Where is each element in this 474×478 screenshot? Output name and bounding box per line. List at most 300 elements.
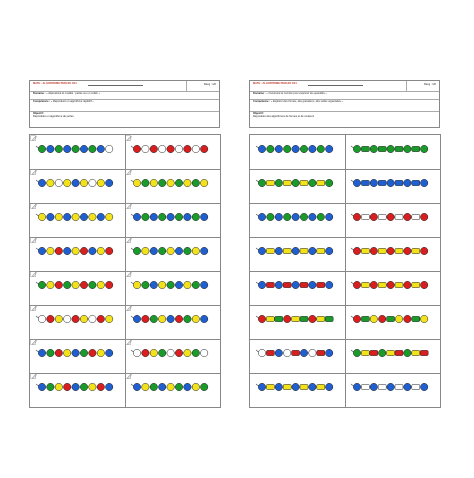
round-bead <box>175 281 182 288</box>
round-bead <box>133 383 140 390</box>
round-bead <box>80 383 87 390</box>
barrel-bead <box>317 248 325 253</box>
necklace <box>345 135 439 168</box>
round-bead <box>72 145 79 152</box>
round-bead <box>258 145 265 152</box>
round-bead <box>421 315 428 322</box>
barrel-bead <box>283 282 291 287</box>
round-bead <box>353 213 360 220</box>
round-bead <box>404 179 411 186</box>
barrel-bead <box>412 384 420 389</box>
necklace-grid <box>249 134 441 408</box>
round-bead <box>47 349 54 356</box>
necklace-cell <box>345 305 439 338</box>
round-bead <box>97 349 104 356</box>
barrel-bead <box>325 316 333 321</box>
round-bead <box>175 315 182 322</box>
round-bead <box>64 383 71 390</box>
edit-icon <box>125 339 132 346</box>
round-bead <box>258 383 265 390</box>
round-bead <box>201 179 208 186</box>
round-bead <box>292 179 299 186</box>
round-bead <box>387 213 394 220</box>
round-bead <box>64 179 71 186</box>
necklace-cell <box>250 339 344 372</box>
barrel-bead <box>317 350 325 355</box>
round-bead <box>258 349 265 356</box>
necklace-cell <box>125 271 219 304</box>
necklace <box>125 237 219 270</box>
round-bead <box>192 213 199 220</box>
round-bead <box>192 247 199 254</box>
round-bead <box>292 145 299 152</box>
round-bead <box>309 281 316 288</box>
round-bead <box>150 179 157 186</box>
round-bead <box>309 315 316 322</box>
barrel-bead <box>292 316 300 321</box>
round-bead <box>184 213 191 220</box>
necklace-cell <box>345 373 439 406</box>
round-bead <box>64 315 71 322</box>
round-bead <box>309 349 316 356</box>
necklace <box>30 305 124 338</box>
necklace-cell <box>250 203 344 236</box>
round-bead <box>89 213 96 220</box>
round-bead <box>167 145 174 152</box>
round-bead <box>421 383 428 390</box>
round-bead <box>159 145 166 152</box>
round-bead <box>150 213 157 220</box>
necklace <box>345 203 439 236</box>
round-bead <box>106 315 113 322</box>
necklace <box>30 237 124 270</box>
round-bead <box>353 179 360 186</box>
round-bead <box>201 315 208 322</box>
necklace-cell <box>345 271 439 304</box>
round-bead <box>421 281 428 288</box>
round-bead <box>309 383 316 390</box>
round-bead <box>379 315 386 322</box>
barrel-bead <box>317 384 325 389</box>
round-bead <box>97 247 104 254</box>
edit-icon <box>30 373 37 380</box>
round-bead <box>175 179 182 186</box>
necklace-cell <box>125 305 219 338</box>
round-bead <box>258 315 265 322</box>
sheet-title: MATH - ALGORITHME PERLES CE1 <box>253 82 297 85</box>
necklace-cell <box>250 373 344 406</box>
round-bead <box>326 247 333 254</box>
competence-text: « Reproduire un algorithme répétitif » <box>50 100 94 103</box>
barrel-bead <box>412 248 420 253</box>
round-bead <box>167 383 174 390</box>
round-bead <box>275 247 282 254</box>
round-bead <box>142 281 149 288</box>
barrel-bead <box>361 316 369 321</box>
round-bead <box>150 349 157 356</box>
round-bead <box>192 145 199 152</box>
round-bead <box>326 383 333 390</box>
round-bead <box>201 213 208 220</box>
round-bead <box>64 349 71 356</box>
edit-icon <box>30 135 37 142</box>
barrel-bead <box>300 316 308 321</box>
round-bead <box>353 383 360 390</box>
necklace <box>345 169 439 202</box>
barrel-bead <box>275 316 283 321</box>
round-bead <box>326 179 333 186</box>
round-bead <box>370 213 377 220</box>
necklace <box>250 271 344 304</box>
edit-icon <box>30 237 37 244</box>
round-bead <box>38 213 45 220</box>
round-bead <box>387 281 394 288</box>
edit-icon <box>125 271 132 278</box>
round-bead <box>395 315 402 322</box>
edit-icon <box>125 135 132 142</box>
necklace <box>345 237 439 270</box>
round-bead <box>55 247 62 254</box>
barrel-bead <box>412 146 420 151</box>
edit-icon <box>125 373 132 380</box>
necklace-cell <box>30 203 124 236</box>
domain-label: Domaine : <box>33 92 46 95</box>
necklace <box>250 135 344 168</box>
necklace-cell <box>345 169 439 202</box>
round-bead <box>175 349 182 356</box>
barrel-bead <box>370 350 378 355</box>
round-bead <box>72 315 79 322</box>
necklace-cell <box>250 271 344 304</box>
round-bead <box>55 383 62 390</box>
round-bead <box>38 349 45 356</box>
edit-icon <box>30 305 37 312</box>
round-bead <box>80 315 87 322</box>
barrel-bead <box>266 384 274 389</box>
round-bead <box>201 383 208 390</box>
round-bead <box>175 383 182 390</box>
necklace-cell <box>30 135 124 168</box>
necklace <box>250 203 344 236</box>
round-bead <box>72 349 79 356</box>
round-bead <box>184 145 191 152</box>
round-bead <box>64 145 71 152</box>
necklace <box>250 373 344 406</box>
round-bead <box>159 213 166 220</box>
barrel-bead <box>395 384 403 389</box>
barrel-bead <box>412 350 420 355</box>
barrel-bead <box>378 180 386 185</box>
round-bead <box>133 349 140 356</box>
barrel-bead <box>361 384 369 389</box>
round-bead <box>167 281 174 288</box>
round-bead <box>159 349 166 356</box>
necklace <box>30 169 124 202</box>
round-bead <box>142 383 149 390</box>
round-bead <box>370 247 377 254</box>
round-bead <box>275 349 282 356</box>
round-bead <box>404 247 411 254</box>
round-bead <box>370 383 377 390</box>
round-bead <box>201 349 208 356</box>
barrel-bead <box>317 180 325 185</box>
round-bead <box>387 247 394 254</box>
barrel-bead <box>395 350 403 355</box>
round-bead <box>80 281 87 288</box>
sheet-header <box>249 80 440 128</box>
round-bead <box>275 383 282 390</box>
necklace-cell <box>125 237 219 270</box>
edit-icon <box>125 169 132 176</box>
round-bead <box>106 383 113 390</box>
round-bead <box>421 145 428 152</box>
round-bead <box>89 247 96 254</box>
barrel-bead <box>412 282 420 287</box>
round-bead <box>80 349 87 356</box>
round-bead <box>97 213 104 220</box>
necklace <box>345 305 439 338</box>
round-bead <box>353 315 360 322</box>
round-bead <box>404 145 411 152</box>
round-bead <box>284 315 291 322</box>
round-bead <box>89 179 96 186</box>
round-bead <box>167 179 174 186</box>
round-bead <box>353 247 360 254</box>
barrel-bead <box>300 248 308 253</box>
necklace-cell <box>345 203 439 236</box>
barrel-bead <box>300 180 308 185</box>
round-bead <box>184 315 191 322</box>
round-bead <box>421 213 428 220</box>
round-bead <box>192 179 199 186</box>
round-bead <box>370 145 377 152</box>
barrel-bead <box>412 214 420 219</box>
barrel-bead <box>266 350 274 355</box>
round-bead <box>72 179 79 186</box>
barrel-bead <box>412 180 420 185</box>
round-bead <box>167 315 174 322</box>
necklace-cell <box>125 339 219 372</box>
round-bead <box>72 213 79 220</box>
necklace-cell <box>30 169 124 202</box>
necklace-cell <box>30 271 124 304</box>
necklace <box>250 237 344 270</box>
round-bead <box>159 383 166 390</box>
barrel-bead <box>283 180 291 185</box>
round-bead <box>326 281 333 288</box>
necklace-cell <box>250 305 344 338</box>
round-bead <box>142 179 149 186</box>
barrel-bead <box>317 282 325 287</box>
round-bead <box>317 145 324 152</box>
barrel-bead <box>300 384 308 389</box>
round-bead <box>47 179 54 186</box>
round-bead <box>192 315 199 322</box>
round-bead <box>150 315 157 322</box>
round-bead <box>258 247 265 254</box>
edit-icon <box>125 305 132 312</box>
necklace-cell <box>30 339 124 372</box>
objective-text: Reproduire un algorithme de perles <box>33 115 74 118</box>
round-bead <box>97 383 104 390</box>
round-bead <box>192 349 199 356</box>
round-bead <box>97 179 104 186</box>
barrel-bead <box>395 248 403 253</box>
round-bead <box>326 213 333 220</box>
round-bead <box>258 281 265 288</box>
necklace <box>345 339 439 372</box>
round-bead <box>300 349 307 356</box>
round-bead <box>47 383 54 390</box>
edit-icon <box>30 339 37 346</box>
round-bead <box>387 179 394 186</box>
round-bead <box>72 281 79 288</box>
barrel-bead <box>378 282 386 287</box>
necklace-cell <box>345 135 439 168</box>
barrel-bead <box>378 384 386 389</box>
round-bead <box>159 315 166 322</box>
barrel-bead <box>300 282 308 287</box>
edit-icon <box>30 203 37 210</box>
round-bead <box>421 179 428 186</box>
round-bead <box>38 383 45 390</box>
sheet-header <box>29 80 220 128</box>
round-bead <box>309 247 316 254</box>
round-bead <box>89 315 96 322</box>
round-bead <box>292 383 299 390</box>
round-bead <box>159 179 166 186</box>
round-bead <box>55 281 62 288</box>
round-bead <box>404 315 411 322</box>
round-bead <box>106 281 113 288</box>
necklace <box>125 135 219 168</box>
round-bead <box>47 247 54 254</box>
domain-text: « Construire le nombre pour exprimer les quantités » <box>266 92 327 95</box>
barrel-bead <box>412 316 420 321</box>
round-bead <box>275 213 282 220</box>
round-bead <box>64 281 71 288</box>
barrel-bead <box>361 350 369 355</box>
necklace <box>125 373 219 406</box>
round-bead <box>133 247 140 254</box>
round-bead <box>150 145 157 152</box>
round-bead <box>258 213 265 220</box>
round-bead <box>292 213 299 220</box>
round-bead <box>133 213 140 220</box>
round-bead <box>167 349 174 356</box>
round-bead <box>309 179 316 186</box>
round-bead <box>275 179 282 186</box>
competence-label: Compétence : <box>33 100 51 103</box>
barrel-bead <box>266 282 274 287</box>
round-bead <box>284 349 291 356</box>
round-bead <box>175 213 182 220</box>
round-bead <box>184 179 191 186</box>
necklace-grid <box>29 134 221 408</box>
round-bead <box>267 213 274 220</box>
necklace <box>345 271 439 304</box>
barrel-bead <box>378 146 386 151</box>
round-bead <box>72 383 79 390</box>
necklace-cell <box>125 203 219 236</box>
barrel-bead <box>283 384 291 389</box>
necklace <box>250 169 344 202</box>
necklace-cell <box>30 373 124 406</box>
edit-icon <box>30 169 37 176</box>
round-bead <box>192 281 199 288</box>
round-bead <box>150 281 157 288</box>
round-bead <box>201 145 208 152</box>
round-bead <box>175 145 182 152</box>
round-bead <box>133 281 140 288</box>
round-bead <box>97 315 104 322</box>
round-bead <box>404 349 411 356</box>
round-bead <box>38 145 45 152</box>
worksheet-left <box>29 80 220 405</box>
round-bead <box>167 247 174 254</box>
barrel-bead <box>266 180 274 185</box>
round-bead <box>142 213 149 220</box>
round-bead <box>55 315 62 322</box>
necklace-cell <box>250 135 344 168</box>
barrel-bead <box>361 282 369 287</box>
round-bead <box>55 145 62 152</box>
round-bead <box>292 247 299 254</box>
round-bead <box>421 247 428 254</box>
round-bead <box>142 349 149 356</box>
round-bead <box>353 281 360 288</box>
round-bead <box>300 213 307 220</box>
necklace-cell <box>30 305 124 338</box>
round-bead <box>284 145 291 152</box>
barrel-bead <box>361 146 369 151</box>
edit-icon <box>125 237 132 244</box>
round-bead <box>167 213 174 220</box>
round-bead <box>159 247 166 254</box>
rank-field: Rang : /20 <box>204 83 216 86</box>
round-bead <box>292 281 299 288</box>
barrel-bead <box>361 214 369 219</box>
necklace <box>125 169 219 202</box>
round-bead <box>275 145 282 152</box>
round-bead <box>404 383 411 390</box>
barrel-bead <box>395 282 403 287</box>
necklace <box>125 203 219 236</box>
round-bead <box>404 281 411 288</box>
barrel-bead <box>283 248 291 253</box>
round-bead <box>326 349 333 356</box>
round-bead <box>55 179 62 186</box>
round-bead <box>370 281 377 288</box>
round-bead <box>184 349 191 356</box>
round-bead <box>326 145 333 152</box>
round-bead <box>106 349 113 356</box>
round-bead <box>47 145 54 152</box>
edit-icon <box>125 203 132 210</box>
necklace <box>30 373 124 406</box>
round-bead <box>159 281 166 288</box>
round-bead <box>97 145 104 152</box>
necklace <box>125 339 219 372</box>
necklace <box>250 305 344 338</box>
round-bead <box>106 247 113 254</box>
round-bead <box>89 383 96 390</box>
round-bead <box>387 383 394 390</box>
necklace <box>345 373 439 406</box>
barrel-bead <box>395 214 403 219</box>
necklace <box>30 339 124 372</box>
round-bead <box>106 145 113 152</box>
